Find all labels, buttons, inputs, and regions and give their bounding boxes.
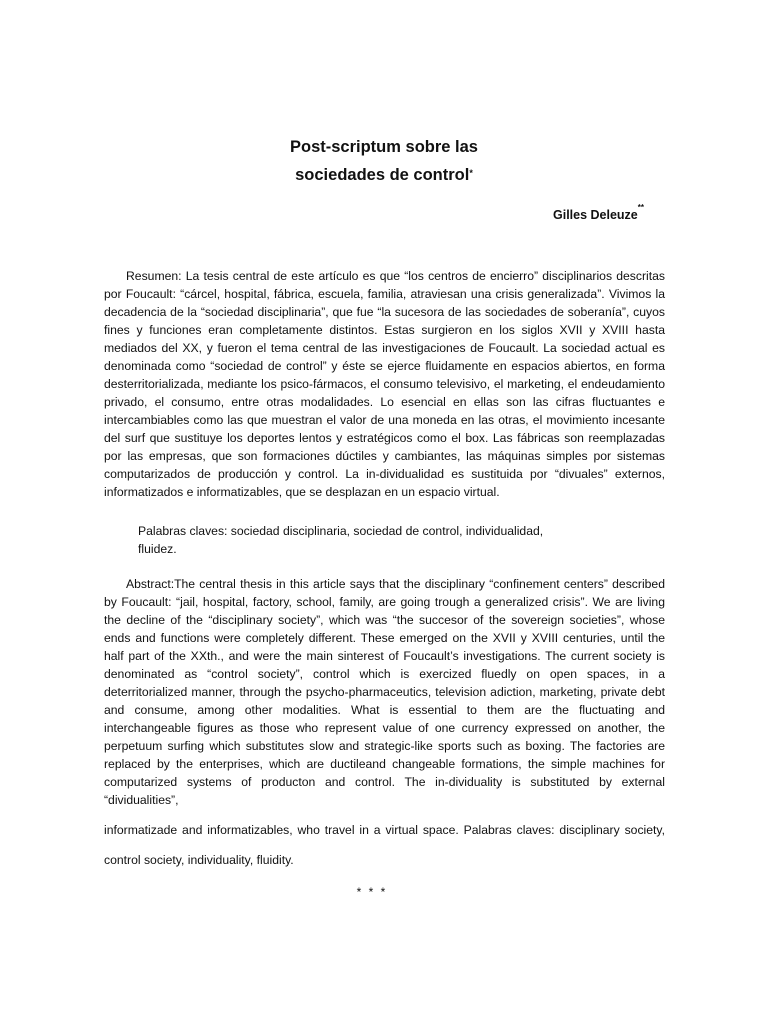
abstract-paragraph: Abstract:The central thesis in this article says that the disciplinary “confinement centers” described by Foucault: “jail, hospital, factory, school, family, are going trough a generalized crisis”. We are living the decline of the “disciplinary society”, which was “the succesor of the sovereign societies”, whose ends and functions were completely different. These emerged on the XVII y XVIII centuries, until the half part of the XXth., and were the main sinterest of Foucault’s investigations. The current society is denominated as “control society”, control which is exercized fluedly on open spaces, in a deterritorialized manner, through the psycho-pharmaceutics, television adiction, marketing, private debt and consume, among other modalities. What is essential to them are the fluctuating and interchangeable figures as those who represent value of one currency expressed on another, the perpetuum surfing which substitutes slow and strategic-like sports such as boxing. The factories are replaced by the enterprises, which are ductileand changeable formations, the simple machines for computarized systems of producton and control. The in-dividuality is substituted by external “dividualities”, (104, 577, 665, 807)
resumen-paragraph: Resumen: La tesis central de este artículo es que “los centros de encierro” disciplinarios descritas por Foucault: “cárcel, hospital, fábrica, escuela, familia, atraviesan una crisis generalizada”. Vivimos la decadencia de la “sociedad disciplinaria”, que fue “la sucesora de las sociedades de soberanía”, cuyos fines y funciones eran completamente distintos. Estas surgieron en los siglos XVII y XVIII hasta mediados del XX, y fueron el tema central de las investigaciones de Foucault. La sociedad actual es denominada como “sociedad de control” y éste se ejerce fluidamente en espacios abiertos, en forma desterritorializada, mediante los psico-fármacos, el consumo televisivo, el marketing, el endeudamiento privado, el consumo, entre otras modalidades. Lo esencial en ellas son las cifras fluctuantes e intercambiables como las que muestran el valor de una moneda en las otras, el movimiento incesante del surf que sustituye los deportes lentos y estratégicos como el box. Las fábricas son reemplazadas por las empresas, que son formaciones dúctiles y cambiantes, las máquinas simples por sistemas computarizados de producción y control. La in-dividualidad es sustituida por “divuales” externos, informatizados e informatizables, que se desplazan en un espacio virtual. (104, 269, 665, 499)
author (553, 203, 644, 222)
section-separator: * * * (356, 885, 388, 899)
title-footnote-mark: * (469, 168, 473, 178)
keywords-spanish (138, 522, 658, 558)
title-text-1: Post-scriptum sobre las (290, 138, 478, 156)
title-text-2: sociedades de control (295, 166, 470, 184)
author-footnote-mark: ** (637, 203, 644, 212)
keywords-spanish-line-2: fluidez. (138, 542, 177, 556)
title-line-1 (0, 134, 768, 160)
author-name: Gilles Deleuze (553, 208, 638, 222)
keywords-spanish-line-1: Palabras claves: sociedad disciplinaria, sociedad de control, individualidad, (138, 524, 544, 538)
title-line-2 (0, 162, 768, 188)
abstract-tail: informatizade and informatizables, who travel in a virtual space. Palabras claves: disciplinary society, control society, individuality, fluidity. (104, 823, 665, 867)
